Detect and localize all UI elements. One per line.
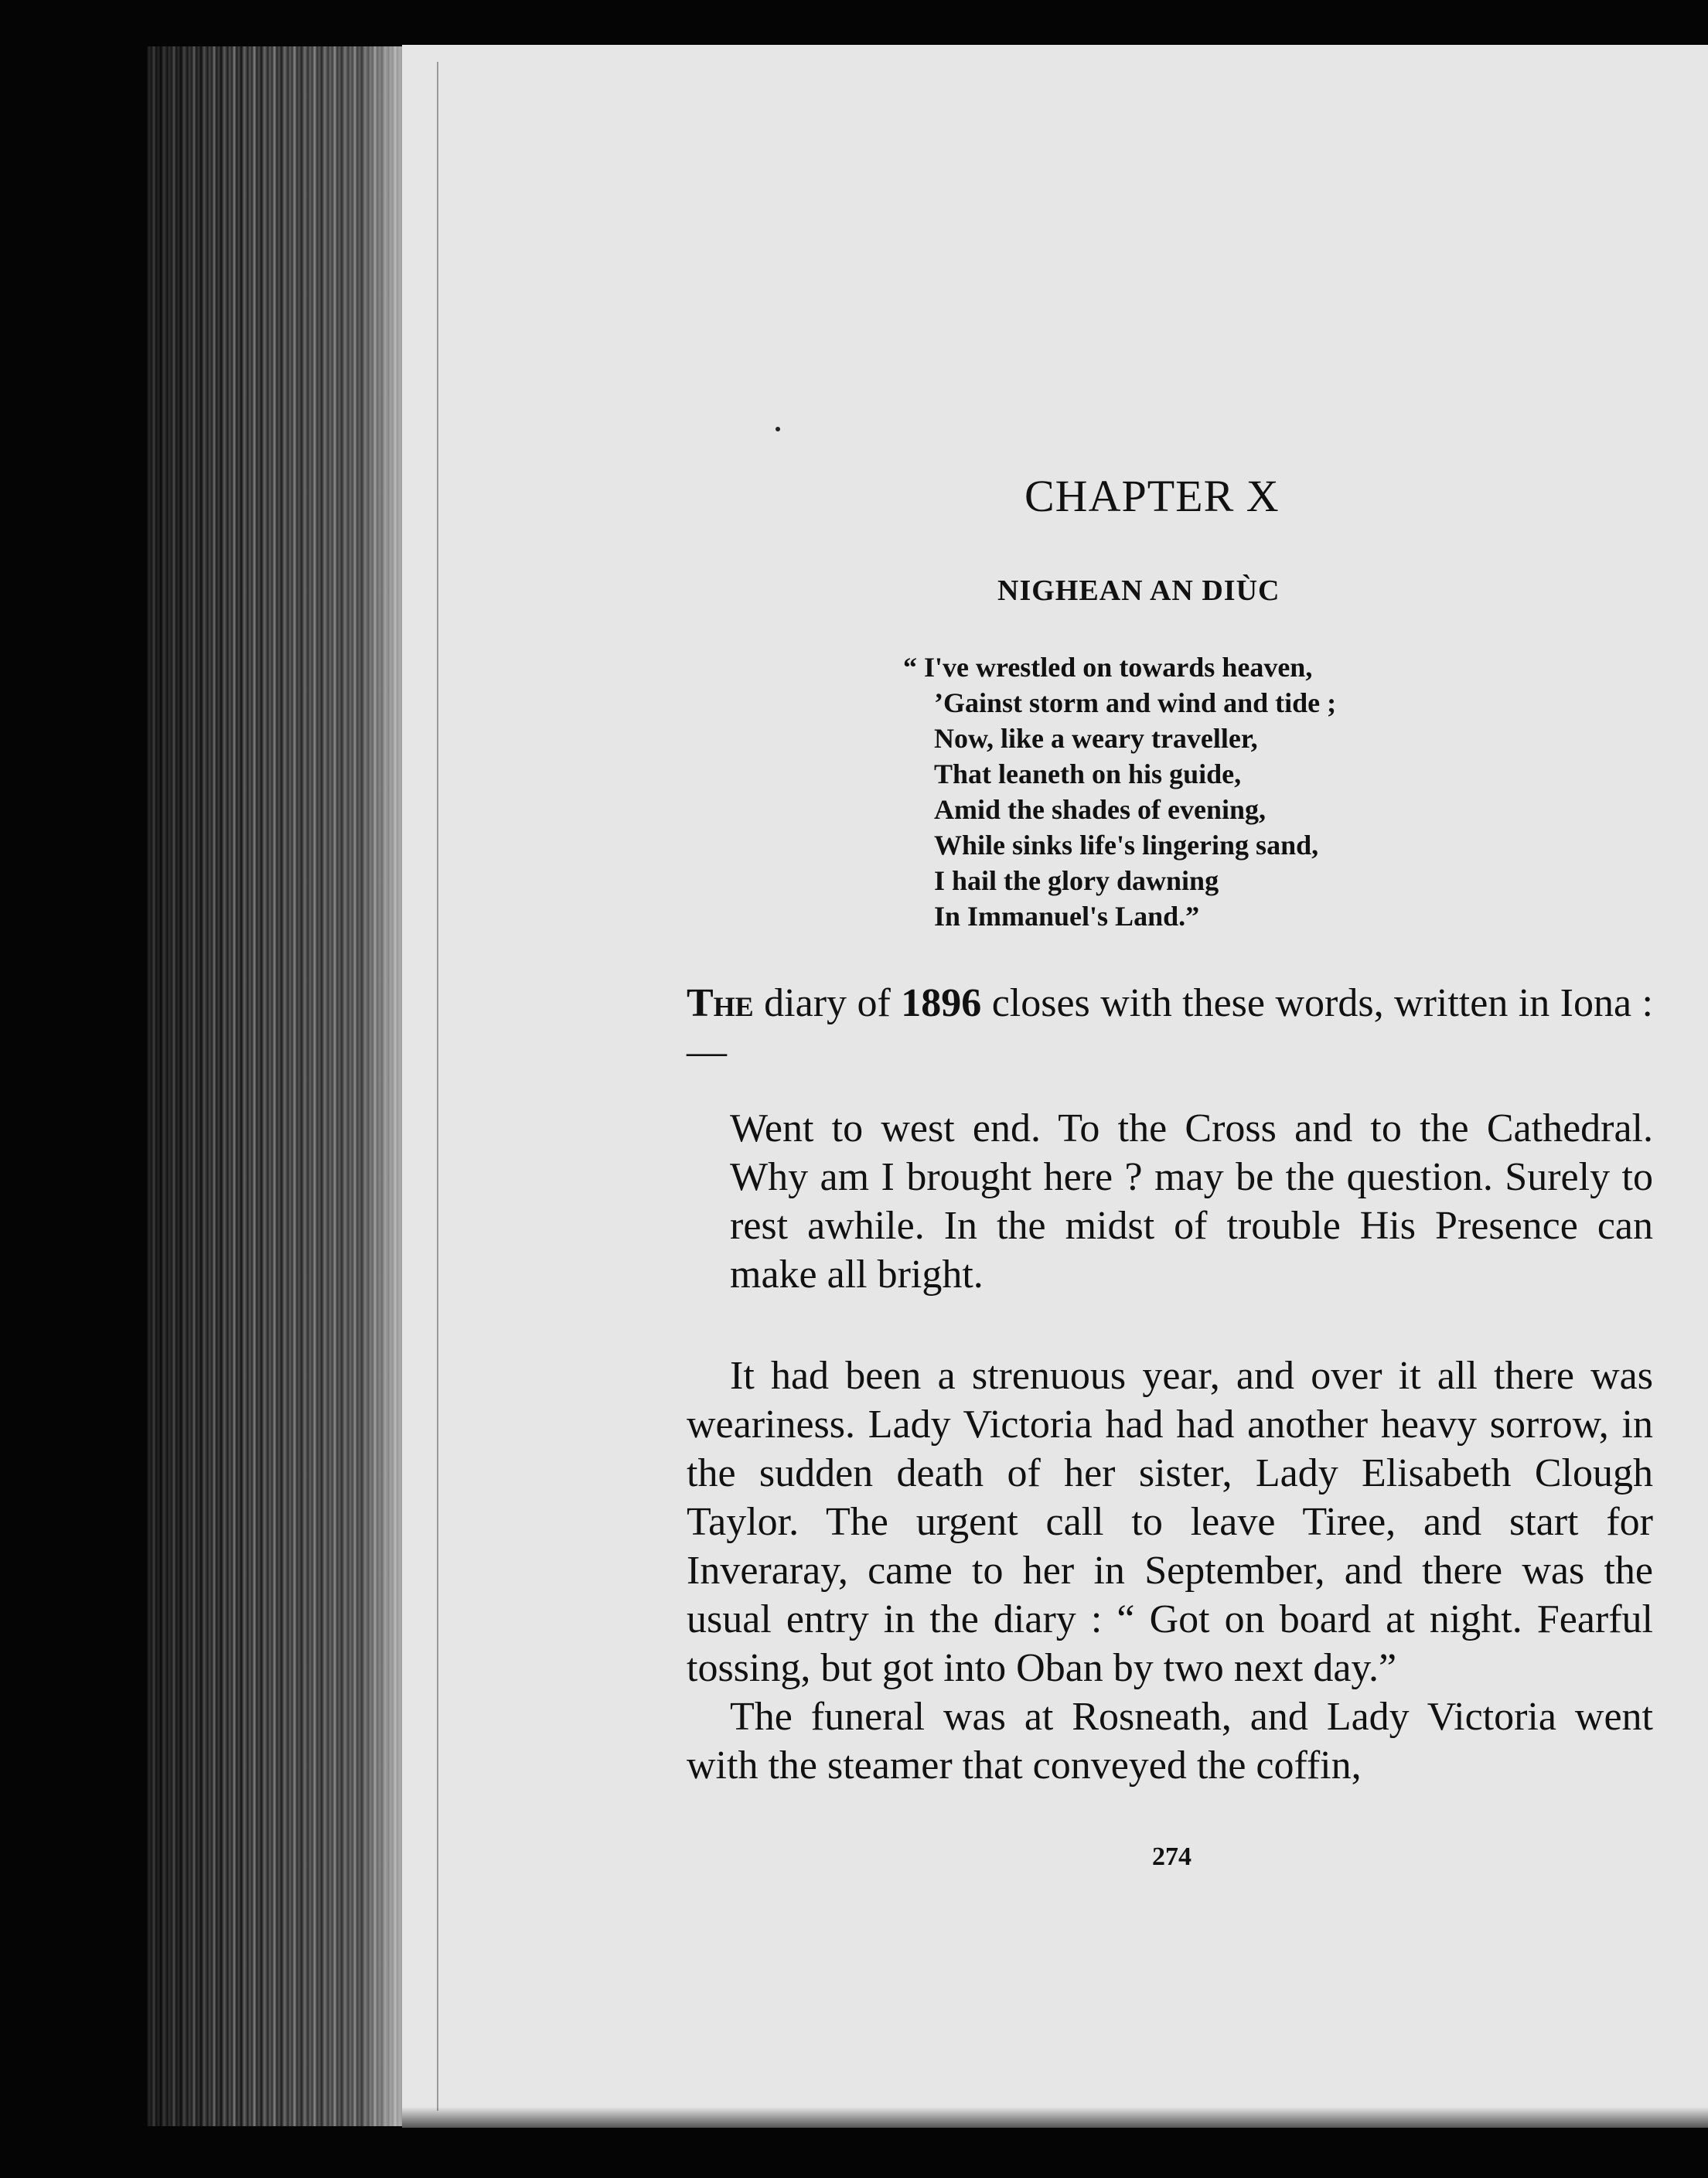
epigraph-line: I hail the glory dawning [934,865,1219,896]
paragraph-intro [687,979,1653,1076]
page-bottom-shadow [402,2107,1708,2130]
scan-bottom-band [0,2128,1708,2178]
epigraph-line: “ I've wrestled on towards heaven, [903,652,1313,683]
chapter-title: CHAPTER X [1024,471,1280,521]
body-text [687,979,1653,1790]
epigraph-line: Now, like a weary traveller, [934,723,1258,754]
epigraph-line: While sinks life's lingering sand, [934,830,1319,861]
ink-speck [776,427,780,431]
epigraph-line: In Immanuel's Land.” [934,901,1200,932]
intro-text-rest: closes with these words, written in Iona :— [687,981,1653,1074]
page-number: 274 [1152,1842,1192,1871]
diary-quote: Went to west end. To the Cross and to the Cathedral. Why am I brought here ? may be the question. Surely to rest awhile. In the midst of trouble His Presence can make all bright. [730,1106,1653,1297]
epigraph-line: ’Gainst storm and wind and tide ; [934,687,1337,718]
epigraph-poem [903,649,1444,934]
epigraph-line: Amid the shades of evening, [934,794,1267,825]
paragraph-funeral: The funeral was at Rosneath, and Lady Victoria went with the steamer that conveyed the coffin, [687,1695,1653,1788]
drop-lead-word: The [687,981,754,1025]
chapter-subtitle: NIGHEAN AN DIÙC [997,574,1280,607]
year-number: 1896 [901,981,982,1025]
intro-text: diary of [753,981,902,1025]
paragraph-strenuous-year: It had been a strenuous year, and over it all there was weariness. Lady Victoria had had another heavy sorrow, in the sudden death of her sister, Lady Elisabeth Clough Taylor. The urgent call to leave Tiree, and start for Inveraray, came to her in September, and there was the usual entry in the diary : “ Got on board at night. Fearful tossing, but got into Oban by two next day.” [687,1354,1653,1690]
page-gutter-line [437,62,438,2111]
epigraph-line: That leaneth on his guide, [934,758,1242,789]
